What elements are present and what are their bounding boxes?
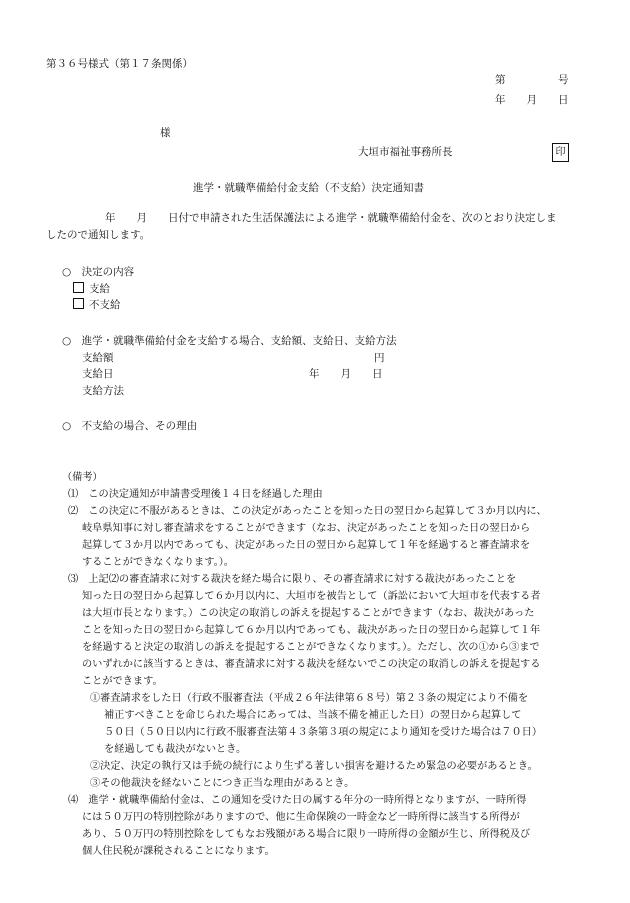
remark-line: のいずれかに該当するときは、審査請求に対する裁決を経ないでこの決定の取消しの訴えを提起する [82,659,541,670]
issuer-name: 大垣市福祉事務所長 [358,146,453,158]
remark-line: 個人住民税が課税されることになります。 [82,846,275,857]
intro-line-1: 年 月 日付で申請された生活保護法による進学・就職準備給付金を、次のとおり決定しま [105,212,557,224]
payment-method-label: 支給方法 [82,385,124,397]
remark-line: ③その他裁決を経ないことにつき正当な理由があるとき。 [90,778,355,789]
decision-heading: ○ 決定の内容 [62,266,135,278]
remarks-heading: （備考） [62,472,103,483]
remark-line: ②決定、決定の執行又は手続の続行により生ずる著しい損害を避けるため緊急の必要があるとき。 [90,761,538,772]
remark-line: ことを知った日の翌日から起算して６か月以内であっても、裁決があった日の翌日から起算して１年 [82,625,541,636]
remark-line: 補正すべきことを命じられた場合にあっては、当該不備を補正した日）の翌日から起算して [104,710,522,721]
remark-line: ５０日（５０日以内に行政不服審査法第４３条第３項の規定により通知を受けた場合は７０日） [104,727,543,738]
decision-option-label: 不支給 [89,299,121,311]
refusal-heading: ○ 不支給の場合、その理由 [62,420,198,432]
document-number-label: 第 号 [495,74,569,86]
payment-amount-unit: 円 [374,352,385,364]
remark-line: には５０万円の特別控除がありますので、他に生命保険の一時金など一時所得に該当する所得が [82,812,520,823]
decision-option-label: 支給 [89,283,110,295]
remark-line: を経過すると決定の取消しの訴えを提起することができなくなります。）。ただし、次の①から③まで [82,642,540,653]
checkbox-pay[interactable] [73,282,84,293]
seal-mark: 印 [552,143,569,162]
payment-amount-label: 支給額 [82,352,114,364]
remark-line: ⑴ この決定通知が申請書受理後１４日を経過した理由 [68,489,323,500]
form-number: 第３６号様式（第１７条関係） [46,58,193,70]
payment-heading: ○ 進学・就職準備給付金を支給する場合、支給額、支給日、支給方法 [62,335,397,347]
remark-line: 起算して３か月以内であっても、決定があった日の翌日から起算して１年を経過すると審査請求を [82,540,531,551]
addressee-suffix: 様 [160,127,171,139]
remark-line: ①審査請求をした日（行政不服審査法（平成２６年法律第６８号）第２３条の規定により不備を [90,693,529,704]
decision-option-pay [73,282,110,296]
remark-line: ⑷ 進学・就職準備給付金は、この通知を受けた日の属する年分の一時所得となりますが、一時所得 [68,795,527,806]
remark-line: あり、５０万円の特別控除をしてもなお残額がある場合に限り一時所得の金額が生じ、所得税及び [82,829,531,840]
decision-option-refuse [73,298,121,312]
remark-line: を経過しても裁決がないとき。 [104,744,247,755]
remark-line: ⑵ この決定に不服があるときは、この決定があったことを知った日の翌日から起算して３か月以内に、 [68,506,547,517]
intro-line-2: したので通知します。 [46,229,151,241]
remark-line: ことができます。 [82,676,163,687]
document-date-label: 年 月 日 [495,94,569,106]
checkbox-refuse[interactable] [73,298,84,309]
remark-line: ⑶ 上記⑵の審査請求に対する裁決を経た場合に限り、その審査請求に対する裁決があったことを [68,574,517,585]
remark-line: は大垣市長となります。）この決定の取消しの訴えを提起することができます（なお、裁決があった [82,608,535,619]
payment-date-label: 支給日 [82,368,114,380]
remark-line: 岐阜県知事に対し審査請求をすることができます（なお、決定があったことを知った日の翌日から [82,523,531,534]
remark-line: 知った日の翌日から起算して６か月以内に、大垣市を被告として（訴訟において大垣市を代表する者 [82,591,541,602]
payment-date-format: 年 月 日 [309,368,383,380]
document-title: 進学・就職準備給付金支給（不支給）決定通知書 [193,182,424,194]
remark-line: することができなくなります。）。 [82,557,234,568]
